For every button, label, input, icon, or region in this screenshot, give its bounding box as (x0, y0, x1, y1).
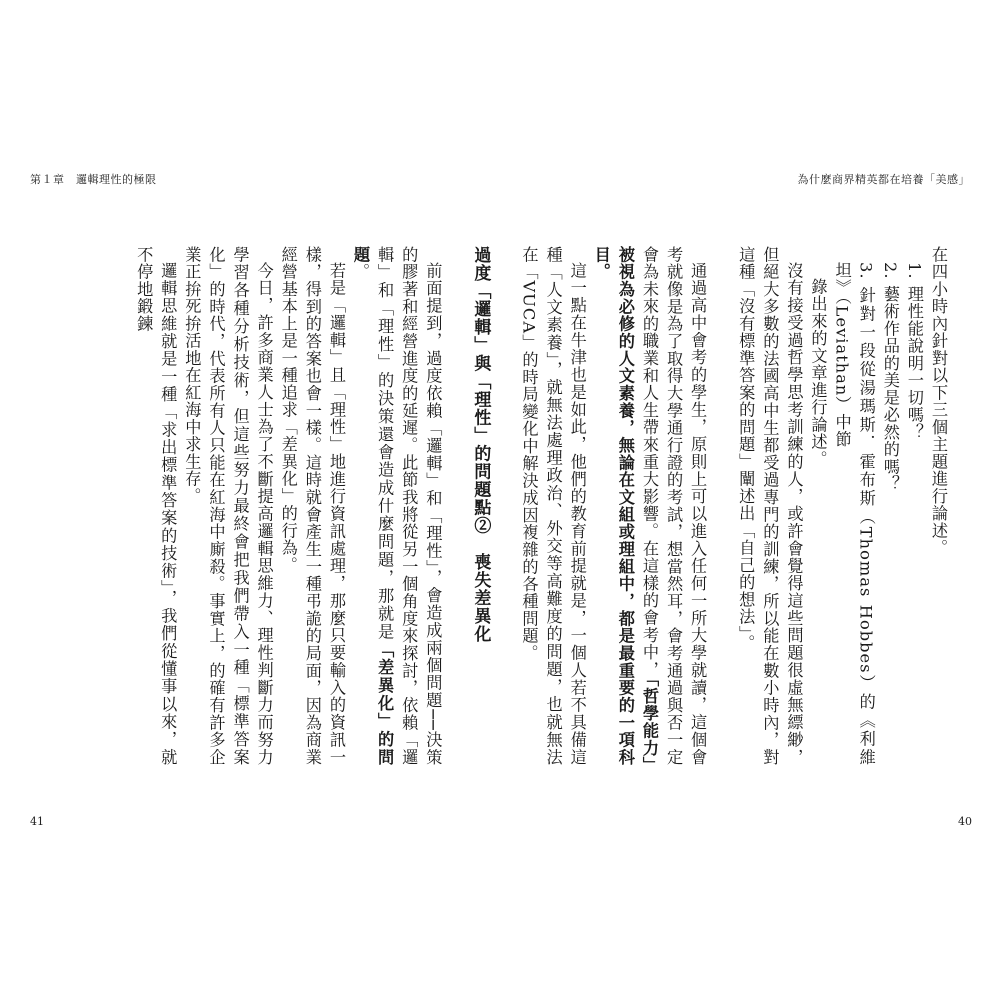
paragraph-text: 。 (351, 263, 371, 281)
paragraph: 這一點在牛津也是如此，他們的教育前提就是，一個人若不具備這種「人文素養」，就無法處理政治、外交等高難度的問題，也就無法在「VUCA」的時局變化中解決成因複雜的各種問題。 (519, 246, 587, 766)
list-item-continuation: 錄出來的文章進行論述。 (808, 278, 828, 469)
page-number-right: 40 (958, 815, 972, 828)
list-item: 2. 藝術作品的美是必然的嗎？ (880, 262, 900, 493)
page-number-left: 41 (30, 815, 44, 828)
paragraph-text: 前面提到，過度依賴「邏輯」和「理性」，會造成兩個問題──決策的膠著和經營進度的延遲。此節我將從另一個角度來探討，依賴「邏輯」和「理性」的決策還會造成什麼問題，那就是 (375, 246, 443, 766)
list-item: 3. 針對一段從湯瑪斯．霍布斯（Thomas Hobbes）的《利維坦》（Leviathan）中節 (832, 262, 876, 766)
paragraph: 在四小時內針對以下三個主題進行論述。 (929, 246, 948, 557)
list-item: 1. 理性能說明一切嗎？ (904, 262, 924, 442)
running-header-left: 第１章 邏輯理性的極限 (30, 173, 157, 186)
paragraph-text: 通過高中會考的學生，原則上可以進入任何一所大學就讀，這個會考就像是為了取得大學通行證的考試，想當然耳，會考通過與否一定會為未來的職業和人生帶來重大影響。在這樣的會考中， (639, 246, 708, 766)
paragraph: 邏輯思維就是一種「求出標準答案的技術」，我們從懂事以來，就不停地鍛鍊 (134, 246, 178, 766)
section-heading: 過度「邏輯」與「理性」的問題點② 喪失差異化 (470, 246, 491, 644)
running-header-right: 為什麼商界精英都在培養「美感」 (797, 173, 970, 186)
paragraph (348, 246, 444, 766)
paragraph: 今日，許多商業人士為了不斷提高邏輯思維力、理性判斷力而努力學習各種分析技術，但這些努力最終會把我們帶入一種「標準答案化」的時代，代表所有人只能在紅海中廝殺。事實上，的確有許多企業正拚死拚活地在紅海中求生存。 (182, 246, 274, 766)
paragraph: 若是「邏輯」且「理性」地進行資訊處理，那麼只要輸入的資訊一樣，得到的答案也會一樣。這時就會產生一種弔詭的局面，因為商業經營基本上是一種追求「差異化」的行為。 (278, 246, 346, 766)
vertical-body-text (45, 246, 950, 766)
paragraph: 沒有接受過哲學思考訓練的人，或許會覺得這些問題很虛無縹緲，但絕大多數的法國高中生都受過專門的訓練，所以能在數小時內，對這種「沒有標準答案的問題」闡述出「自己的想法」。 (736, 246, 804, 766)
emphasis-text: 「哲學能力」被視為必修的人文素養，無論在文組或理組中，都是最重要的一項科目。 (591, 246, 659, 766)
emphasis-text: 「差異化」的問題 (351, 246, 395, 766)
paragraph (589, 246, 709, 766)
